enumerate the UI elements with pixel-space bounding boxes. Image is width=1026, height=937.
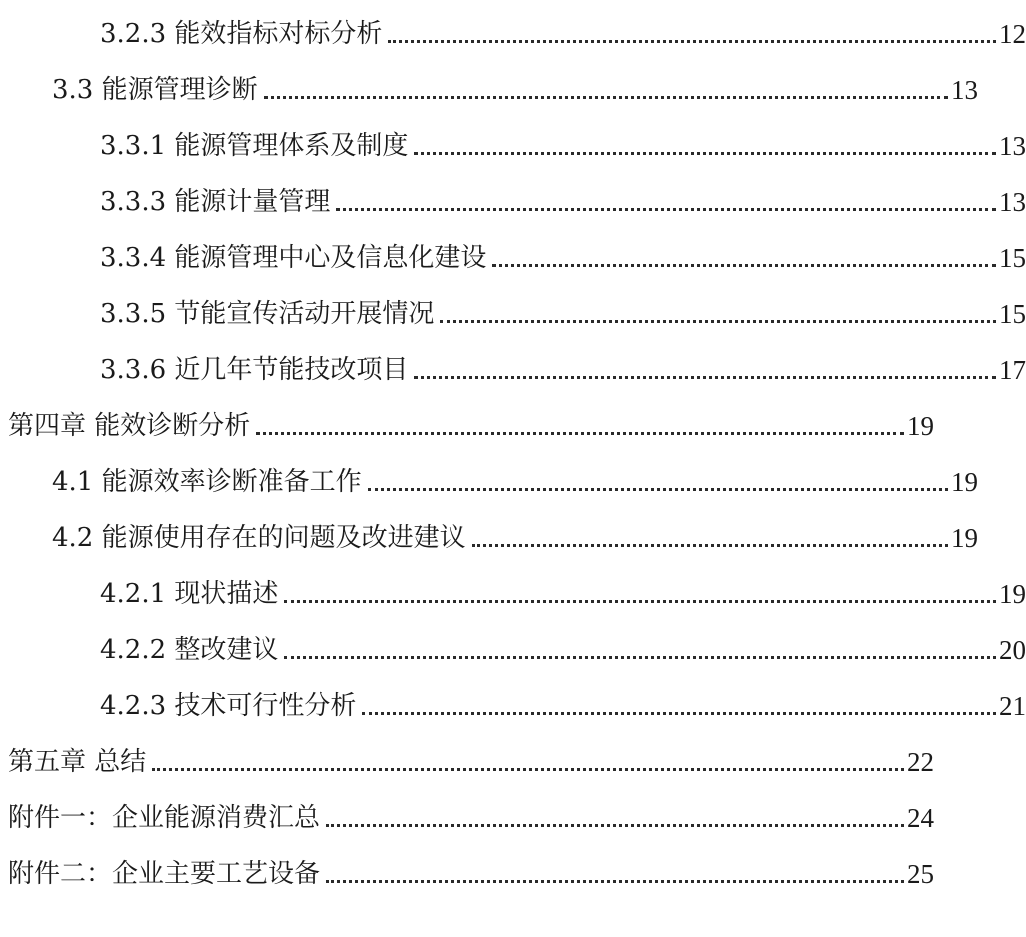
toc-entry-4-2-1[interactable] xyxy=(0,570,1026,610)
toc-entry-page-number: 19 xyxy=(951,523,978,553)
dot-leader xyxy=(368,488,948,491)
dot-leader xyxy=(326,824,904,827)
toc-entry-page-number: 22 xyxy=(907,747,934,777)
toc-entry-appendix-2[interactable] xyxy=(0,850,934,890)
dot-leader xyxy=(256,432,904,435)
dot-leader xyxy=(152,768,904,771)
toc-entry-3-2-3[interactable] xyxy=(0,10,1026,50)
dot-leader xyxy=(284,600,996,603)
dot-leader xyxy=(284,656,996,659)
toc-entry-label: 4.2.3 技术可行性分析 xyxy=(100,691,357,721)
dot-leader xyxy=(362,712,996,715)
dot-leader xyxy=(336,208,996,211)
toc-entry-page-number: 19 xyxy=(907,411,934,441)
toc-entry-page-number: 13 xyxy=(951,75,978,105)
toc-entry-4-1[interactable] xyxy=(0,458,978,498)
toc-entry-appendix-1[interactable] xyxy=(0,794,934,834)
toc-entry-page-number: 19 xyxy=(999,579,1026,609)
toc-entry-3-3-4[interactable] xyxy=(0,234,1026,274)
toc-entry-label: 4.1 能源效率诊断准备工作 xyxy=(52,467,362,497)
dot-leader xyxy=(388,40,996,43)
dot-leader xyxy=(414,152,996,155)
toc-entry-page-number: 13 xyxy=(999,131,1026,161)
toc-entry-page-number: 13 xyxy=(999,187,1026,217)
toc-entry-label: 附件一：企业能源消费汇总 xyxy=(8,803,321,833)
toc-entry-3-3[interactable] xyxy=(0,66,978,106)
toc-entry-4-2-3[interactable] xyxy=(0,682,1026,722)
toc-entry-label: 第四章 能效诊断分析 xyxy=(8,411,251,441)
toc-entry-label: 3.3.5 节能宣传活动开展情况 xyxy=(100,299,435,329)
toc-entry-label: 第五章 总结 xyxy=(8,747,147,777)
dot-leader xyxy=(414,376,996,379)
toc-entry-4-2-2[interactable] xyxy=(0,626,1026,666)
toc-entry-page-number: 17 xyxy=(999,355,1026,385)
toc-entry-page-number: 24 xyxy=(907,803,934,833)
toc-entry-page-number: 15 xyxy=(999,299,1026,329)
dot-leader xyxy=(492,264,996,267)
toc-entry-label: 附件二：企业主要工艺设备 xyxy=(8,859,321,889)
toc-entry-3-3-6[interactable] xyxy=(0,346,1026,386)
toc-entry-label: 3.3.6 近几年节能技改项目 xyxy=(100,355,409,385)
toc-entry-3-3-1[interactable] xyxy=(0,122,1026,162)
toc-entry-label: 4.2 能源使用存在的问题及改进建议 xyxy=(52,523,466,553)
toc-entry-3-3-5[interactable] xyxy=(0,290,1026,330)
dot-leader xyxy=(264,96,948,99)
toc-entry-page-number: 19 xyxy=(951,467,978,497)
toc-entry-4-2[interactable] xyxy=(0,514,978,554)
toc-entry-3-3-3[interactable] xyxy=(0,178,1026,218)
toc-entry-label: 3.2.3 能效指标对标分析 xyxy=(100,19,383,49)
dot-leader xyxy=(326,880,904,883)
toc-entry-label: 4.2.2 整改建议 xyxy=(100,635,279,665)
toc-entry-page-number: 20 xyxy=(999,635,1026,665)
toc-entry-label: 3.3.4 能源管理中心及信息化建设 xyxy=(100,243,487,273)
toc-entry-label: 3.3.3 能源计量管理 xyxy=(100,187,331,217)
toc-entry-page-number: 15 xyxy=(999,243,1026,273)
dot-leader xyxy=(440,320,996,323)
toc-entry-chapter-5[interactable] xyxy=(0,738,934,778)
dot-leader xyxy=(472,544,948,547)
toc-entry-page-number: 25 xyxy=(907,859,934,889)
toc-entry-page-number: 21 xyxy=(999,691,1026,721)
toc-entry-label: 3.3 能源管理诊断 xyxy=(52,75,258,105)
toc-entry-chapter-4[interactable] xyxy=(0,402,934,442)
toc-entry-label: 3.3.1 能源管理体系及制度 xyxy=(100,131,409,161)
toc-entry-label: 4.2.1 现状描述 xyxy=(100,579,279,609)
toc-entry-page-number: 12 xyxy=(999,19,1026,49)
